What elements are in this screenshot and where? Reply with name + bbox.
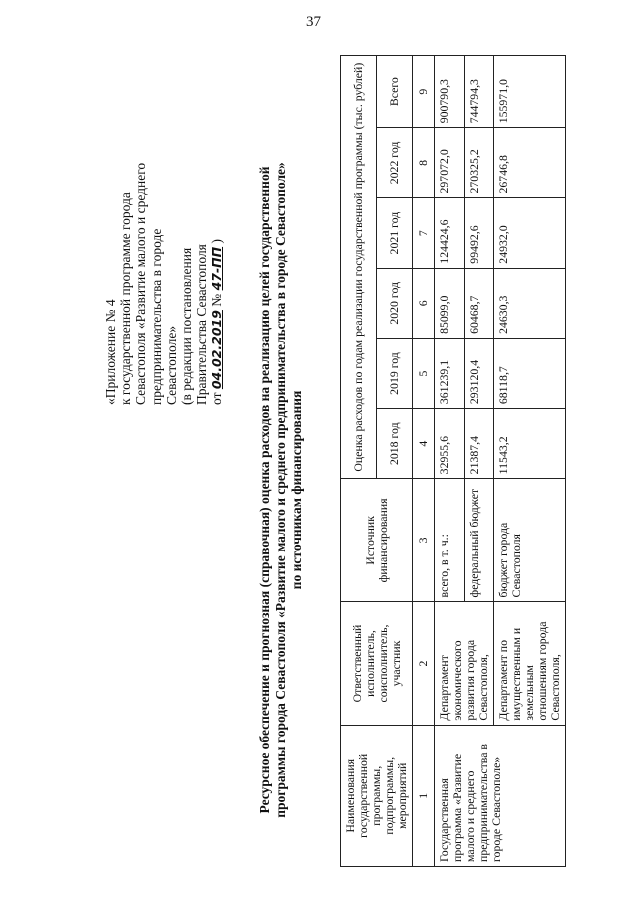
funding-table xyxy=(340,55,566,867)
value-cell: 21387,4 xyxy=(464,409,494,479)
total-cell: 744794,3 xyxy=(464,56,494,128)
value-cell: 293120,4 xyxy=(464,338,494,408)
value-cell: 85099,0 xyxy=(435,268,465,338)
value-cell: 124424,6 xyxy=(435,198,465,268)
handwritten-number: 47-ПП xyxy=(209,246,225,291)
total-cell: 155971,0 xyxy=(494,56,566,128)
header-year: 2019 год xyxy=(377,338,413,408)
closing-paren: ) xyxy=(209,239,225,244)
header-year: 2020 год xyxy=(377,268,413,338)
executor-cell: Департамент по имущественным и земельным отношениям города Севастополя, xyxy=(494,602,566,725)
header-total: Всего xyxy=(377,56,413,128)
index-cell: 8 xyxy=(413,128,435,198)
header-year: 2021 год xyxy=(377,198,413,268)
program-name-cell: Государственная программа «Развитие малого и среднего предпринимательства в городе Севастополе» xyxy=(435,725,566,866)
source-cell: всего, в т. ч.: xyxy=(435,479,465,602)
appendix-line: к государственной программе города xyxy=(118,192,134,405)
total-cell: 900790,3 xyxy=(435,56,465,128)
index-cell: 1 xyxy=(413,725,435,866)
index-cell: 5 xyxy=(413,338,435,408)
index-cell: 2 xyxy=(413,602,435,725)
source-cell: федеральный бюджет xyxy=(464,479,494,602)
executor-cell: Департамент экономического развития города Севастополя, xyxy=(435,602,494,725)
header-estimate: Оценка расходов по годам реализации государственной программы (тыс. рублей) xyxy=(341,56,377,479)
title-line: программы города Севастополя «Развитие малого и среднего предпринимательства в городе Севастополе» xyxy=(273,162,288,818)
date-prefix: от xyxy=(209,392,225,405)
value-cell: 68118,7 xyxy=(494,338,566,408)
value-cell: 24630,3 xyxy=(494,268,566,338)
appendix-block xyxy=(103,85,225,405)
header-name: Наименования государственной программы, подпрограммы, мероприятий xyxy=(341,725,413,866)
number-prefix: № xyxy=(209,293,225,307)
value-cell: 26746,8 xyxy=(494,128,566,198)
header-source: Источник финансирования xyxy=(341,479,413,602)
index-cell: 4 xyxy=(413,409,435,479)
table-row xyxy=(435,56,465,867)
value-cell: 24932,0 xyxy=(494,198,566,268)
appendix-line: Правительства Севастополя xyxy=(194,244,210,405)
header-row xyxy=(341,56,377,867)
appendix-line: Севастополе» xyxy=(163,325,179,405)
value-cell: 297072,0 xyxy=(435,128,465,198)
index-cell: 7 xyxy=(413,198,435,268)
index-cell: 3 xyxy=(413,479,435,602)
title-line: по источникам финансирования xyxy=(289,390,304,590)
header-year: 2022 год xyxy=(377,128,413,198)
header-year: 2018 год xyxy=(377,409,413,479)
handwritten-date: 04.02.2019 xyxy=(209,310,225,390)
value-cell: 99492,6 xyxy=(464,198,494,268)
index-row xyxy=(413,56,435,867)
value-cell: 32955,6 xyxy=(435,409,465,479)
document-title xyxy=(257,130,305,850)
value-cell: 361239,1 xyxy=(435,338,465,408)
value-cell: 11543,2 xyxy=(494,409,566,479)
appendix-line: «Приложение № 4 xyxy=(103,299,118,405)
appendix-date-line xyxy=(209,85,224,405)
source-cell: бюджет города Севастополя xyxy=(494,479,566,602)
appendix-line: предпринимательства в городе xyxy=(148,228,164,405)
title-line: Ресурсное обеспечение и прогнозная (справочная) оценка расходов на реализацию целей государственной xyxy=(257,166,272,814)
value-cell: 60468,7 xyxy=(464,268,494,338)
appendix-line: (в редакции постановления xyxy=(179,247,195,405)
value-cell: 270325,2 xyxy=(464,128,494,198)
header-executor: Ответственный исполнитель, соисполнитель, участник xyxy=(341,602,413,725)
appendix-line: Севастополя «Развитие малого и среднего xyxy=(133,162,149,405)
index-cell: 9 xyxy=(413,56,435,128)
index-cell: 6 xyxy=(413,268,435,338)
page-number: 37 xyxy=(306,14,321,30)
